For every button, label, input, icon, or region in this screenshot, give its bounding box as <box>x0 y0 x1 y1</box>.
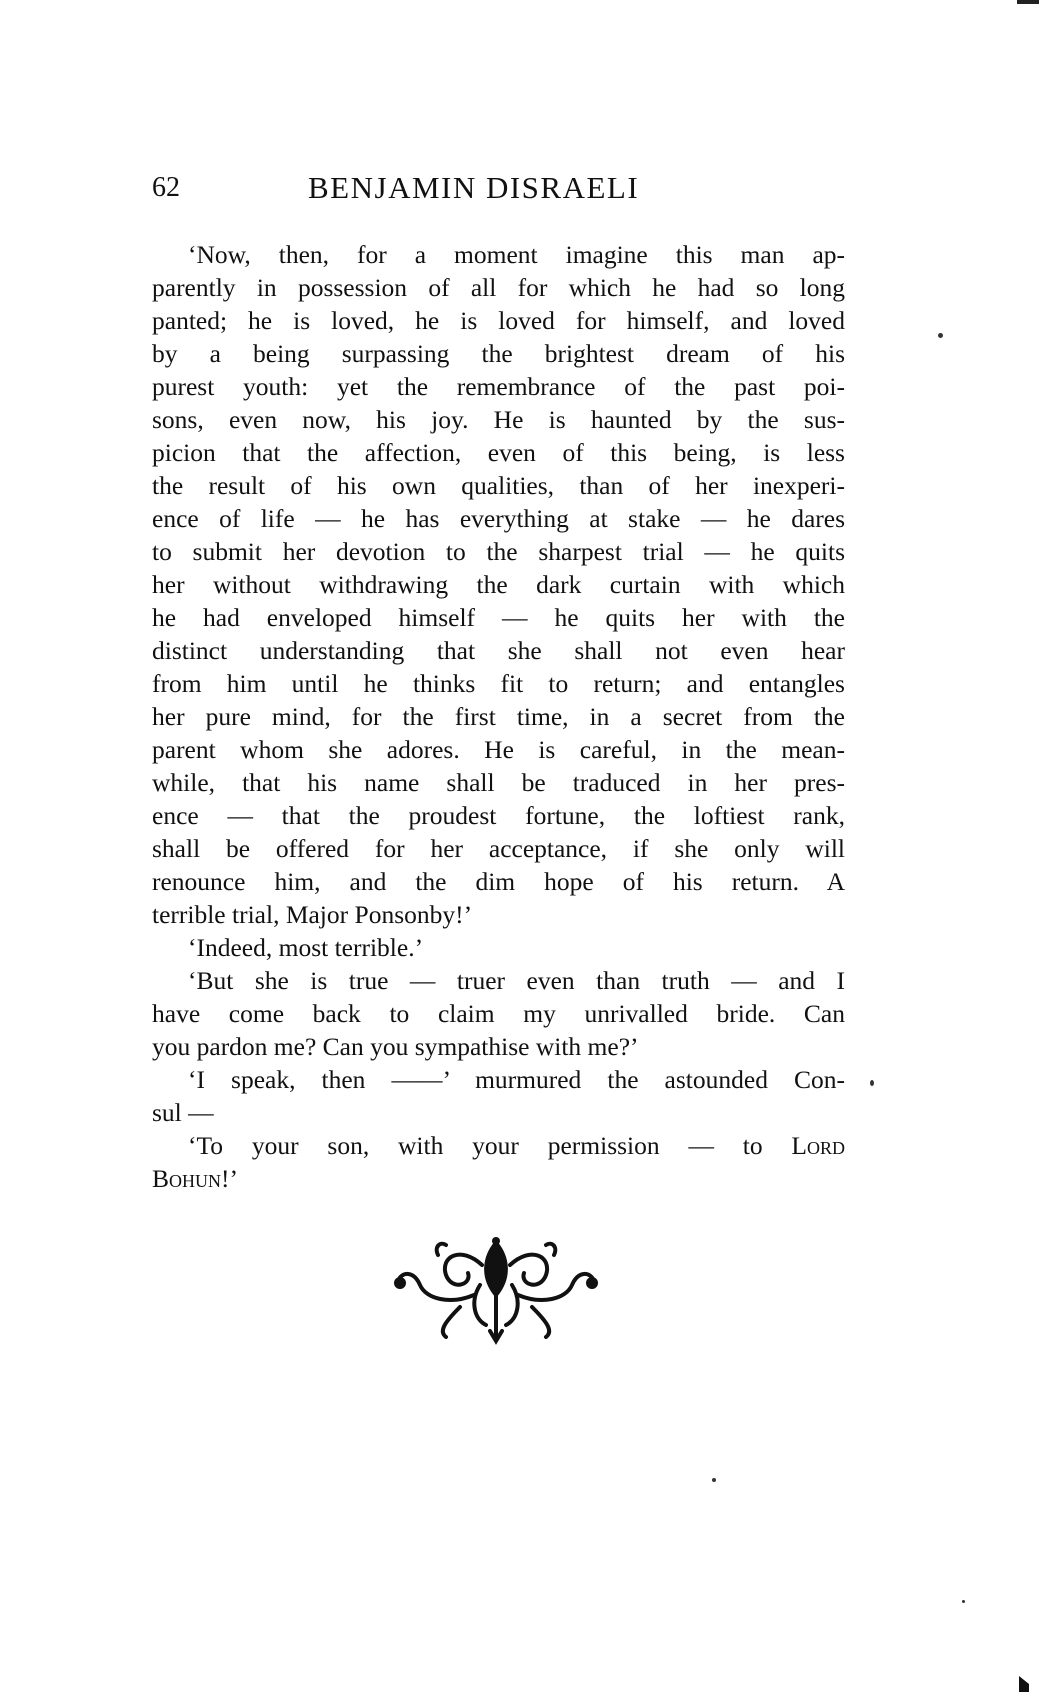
text-line: the result of his own qualities, than of her inexperi- <box>152 471 845 500</box>
text-line: her pure mind, for the first time, in a secret from the <box>152 702 845 731</box>
scan-speck <box>938 333 943 338</box>
page-number: 62 <box>152 172 180 203</box>
scan-speck <box>870 1080 874 1086</box>
text-line: terrible trial, Major Ponsonby!’ <box>152 900 473 929</box>
text-line: you pardon me? Can you sympathise with me?’ <box>152 1032 639 1061</box>
text-line: ence — that the proudest fortune, the loftiest rank, <box>152 801 845 830</box>
text-line: ‘Now, then, for a moment imagine this man ap- <box>188 240 845 269</box>
scan-corner-mark <box>1017 1674 1031 1692</box>
text-line: parently in possession of all for which he had so long <box>152 273 845 302</box>
text-line: from him until he thinks fit to return; and entangles <box>152 669 845 698</box>
scan-edge-mark <box>1017 0 1039 4</box>
text-line: ‘But she is true — truer even than truth — and I <box>188 966 845 995</box>
text-line: Bohun!’ <box>152 1164 238 1193</box>
text-line: purest youth: yet the remembrance of the past poi- <box>152 372 845 401</box>
text-line: sul — <box>152 1098 214 1127</box>
ornament-flourish-icon <box>390 1235 602 1345</box>
text-line: shall be offered for her acceptance, if she only will <box>152 834 845 863</box>
text-line: by a being surpassing the brightest dream of his <box>152 339 845 368</box>
text-line: renounce him, and the dim hope of his return. A <box>152 867 845 896</box>
text-line: sons, even now, his joy. He is haunted by the sus- <box>152 405 845 434</box>
text-line: he had enveloped himself — he quits her with the <box>152 603 845 632</box>
text-line: panted; he is loved, he is loved for himself, and loved <box>152 306 845 335</box>
text-line: distinct understanding that she shall not even hear <box>152 636 845 665</box>
scan-speck <box>712 1478 716 1482</box>
text-line: parent whom she adores. He is careful, in the mean- <box>152 735 845 764</box>
text-line: while, that his name shall be traduced in her pres- <box>152 768 845 797</box>
scan-speck <box>962 1600 965 1603</box>
small-caps-name: Lord <box>791 1131 845 1160</box>
text-line: have come back to claim my unrivalled bride. Can <box>152 999 845 1028</box>
text-line: ‘To your son, with your permission — to Lord <box>188 1131 845 1160</box>
body-text <box>152 238 845 1195</box>
text-line: ‘Indeed, most terrible.’ <box>188 933 424 962</box>
text-line: her without withdrawing the dark curtain with which <box>152 570 845 599</box>
text-line: ‘I speak, then ——’ murmured the astounded Con- <box>188 1065 845 1094</box>
running-title: BENJAMIN DISRAELI <box>308 170 640 205</box>
text-line: ence of life — he has everything at stake — he dares <box>152 504 845 533</box>
text-line: picion that the affection, even of this being, is less <box>152 438 845 467</box>
text-line: to submit her devotion to the sharpest trial — he quits <box>152 537 845 566</box>
